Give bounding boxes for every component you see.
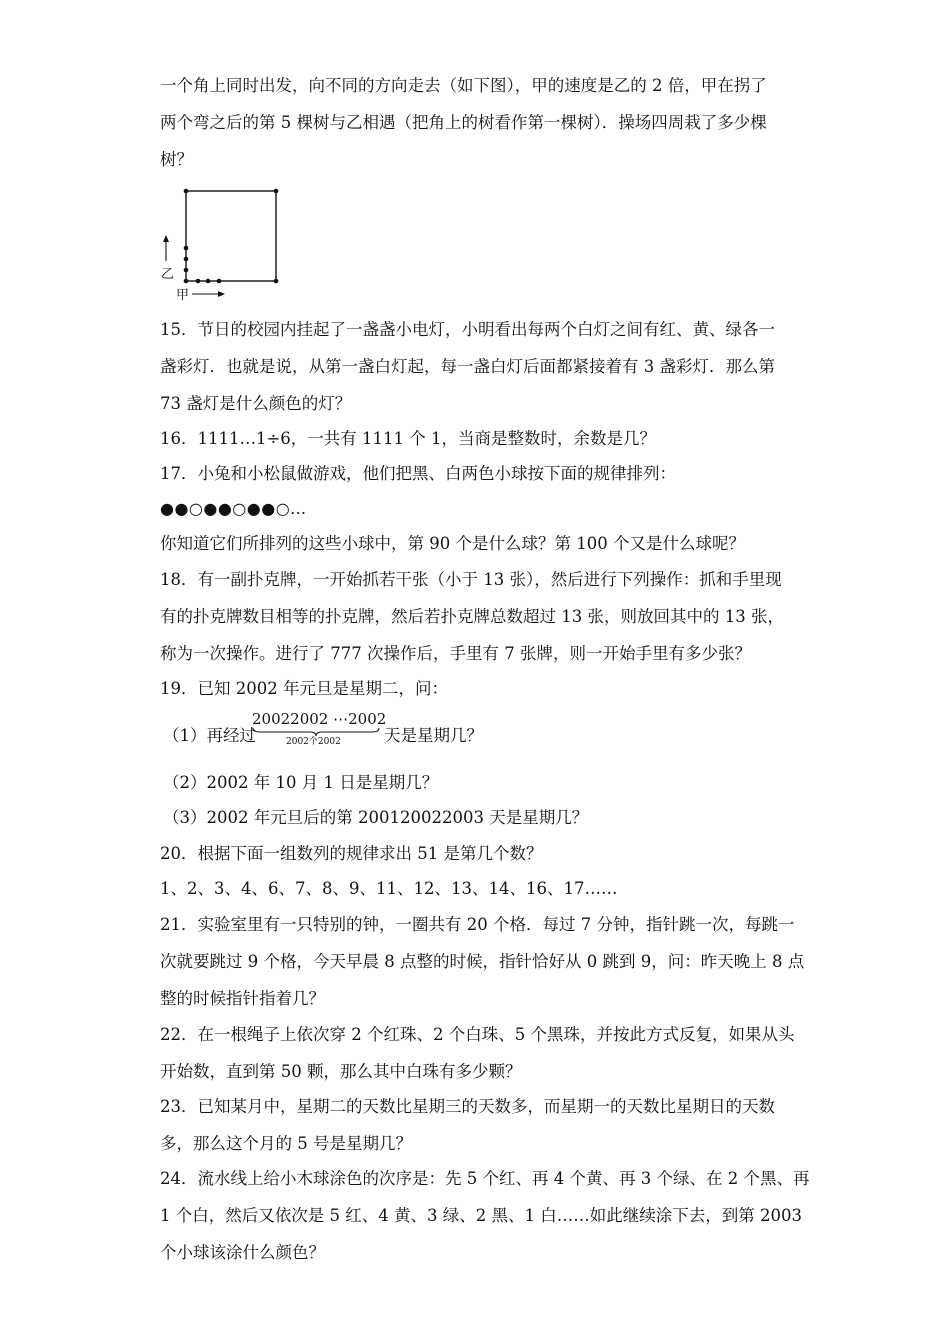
tree-dot (217, 279, 222, 284)
problem14-line2: 两个弯之后的第 5 棵树与乙相遇（把角上的树看作第一棵树）．操场四周栽了多少棵 (160, 113, 767, 132)
problem17-line2: 你知道它们所排列的这些小球中，第 90 个是什么球？第 100 个又是什么球呢？ (160, 534, 745, 553)
tree-dot (184, 246, 189, 251)
tree-dot (184, 257, 189, 262)
tree-dot (196, 279, 201, 284)
underbrace-label: 2002个2002 (286, 737, 341, 747)
problem21-line3: 整的时候指针指着几？ (160, 989, 325, 1008)
problem18-line2: 有的扑克牌数目相等的扑克牌，然后若扑克牌总数超过 13 张，则放回其中的 13 张， (160, 607, 784, 626)
problem15-line2: 盏彩灯．也就是说，从第一盏白灯起，每一盏白灯后面都紧接着有 3 盏彩灯．那么第 (160, 357, 775, 376)
playground-square (186, 191, 276, 281)
problem19-q3: （3）2002 年元旦后的第 200120022003 天是星期几？ (163, 808, 589, 827)
problem16-line1: 16．1111…1÷6，一共有 1111 个 1，当商是整数时，余数是几？ (160, 429, 657, 448)
problem22-line1: 22．在一根绳子上依次穿 2 个红珠、2 个白珠、5 个黑珠，并按此方式反复，如果从头 (160, 1025, 795, 1044)
problem22-line2: 开始数，直到第 50 颗，那么其中白珠有多少颗？ (160, 1062, 522, 1081)
yi-arrowhead-icon (163, 235, 169, 242)
problem18-line1: 18．有一副扑克牌，一开始抓若干张（小于 13 张），然后进行下列操作：抓和手里现 (160, 570, 782, 589)
problem17-line1: 17．小兔和小松鼠做游戏，他们把黑、白两色小球按下面的规律排列： (160, 464, 676, 483)
underbrace-expression (252, 710, 387, 752)
tree-dot (206, 279, 211, 284)
tree-dot (274, 189, 279, 194)
problem20-sequence: 1、2、3、4、6、7、8、9、11、12、13、14、16、17…… (160, 879, 618, 898)
problem19-q1-suffix: 天是星期几？ (384, 726, 483, 745)
problem14-line3: 树？ (160, 150, 193, 169)
problem23-line2: 多，那么这个月的 5 号是星期几？ (160, 1134, 412, 1153)
problem23-line1: 23．已知某月中，星期二的天数比星期三的天数多，而星期一的天数比星期日的天数 (160, 1097, 775, 1116)
problem15-line3: 73 盏灯是什么颜色的灯？ (160, 394, 352, 413)
problem15-line1: 15．节日的校园内挂起了一盏盏小电灯，小明看出每两个白灯之间有红、黄、绿各一 (160, 320, 775, 339)
problem24-line3: 个小球该涂什么颜色？ (160, 1243, 325, 1262)
problem19-line1: 19．已知 2002 年元旦是星期二，问： (160, 679, 448, 698)
problem18-line3: 称为一次操作。进行了 777 次操作后，手里有 7 张牌，则一开始手里有多少张？ (160, 644, 751, 663)
jia-arrowhead-icon (218, 291, 225, 297)
tree-dot (274, 279, 279, 284)
playground-figure (158, 183, 288, 303)
tree-dot (184, 189, 189, 194)
problem14-line1: 一个角上同时出发，向不同的方向走去（如下图），甲的速度是乙的 2 倍，甲在拐了 (160, 76, 767, 95)
tree-dot (184, 279, 189, 284)
problem19-q2: （2）2002 年 10 月 1 日是星期几？ (163, 773, 439, 792)
problem21-line1: 21．实验室里有一只特别的钟，一圈共有 20 个格．每过 7 分钟，指针跳一次，每跳一 (160, 915, 795, 934)
problem20-line1: 20．根据下面一组数列的规律求出 51 是第几个数？ (160, 844, 543, 863)
repeated-number: 20022002 ⋯2002 (252, 710, 387, 728)
figure-label-jia: 甲 (176, 288, 190, 303)
tree-dot (184, 268, 189, 273)
problem21-line2: 次就要跳过 9 个格，今天早晨 8 点整的时候，指针恰好从 0 跳到 9，问：昨天晚上 8 点 (160, 952, 805, 971)
problem24-line2: 1 个白，然后又依次是 5 红、4 黄、3 绿、2 黑、1 白……如此继续涂下去，到第 2003 (160, 1206, 802, 1225)
ball-pattern: ●●○●●○●●○… (160, 499, 307, 518)
problem19-q1-prefix: （1）再经过 (163, 726, 256, 745)
figure-label-yi: 乙 (161, 267, 175, 282)
problem24-line1: 24．流水线上给小木球涂色的次序是：先 5 个红、再 4 个黄、再 3 个绿、在 2 个黑、再 (160, 1169, 810, 1188)
